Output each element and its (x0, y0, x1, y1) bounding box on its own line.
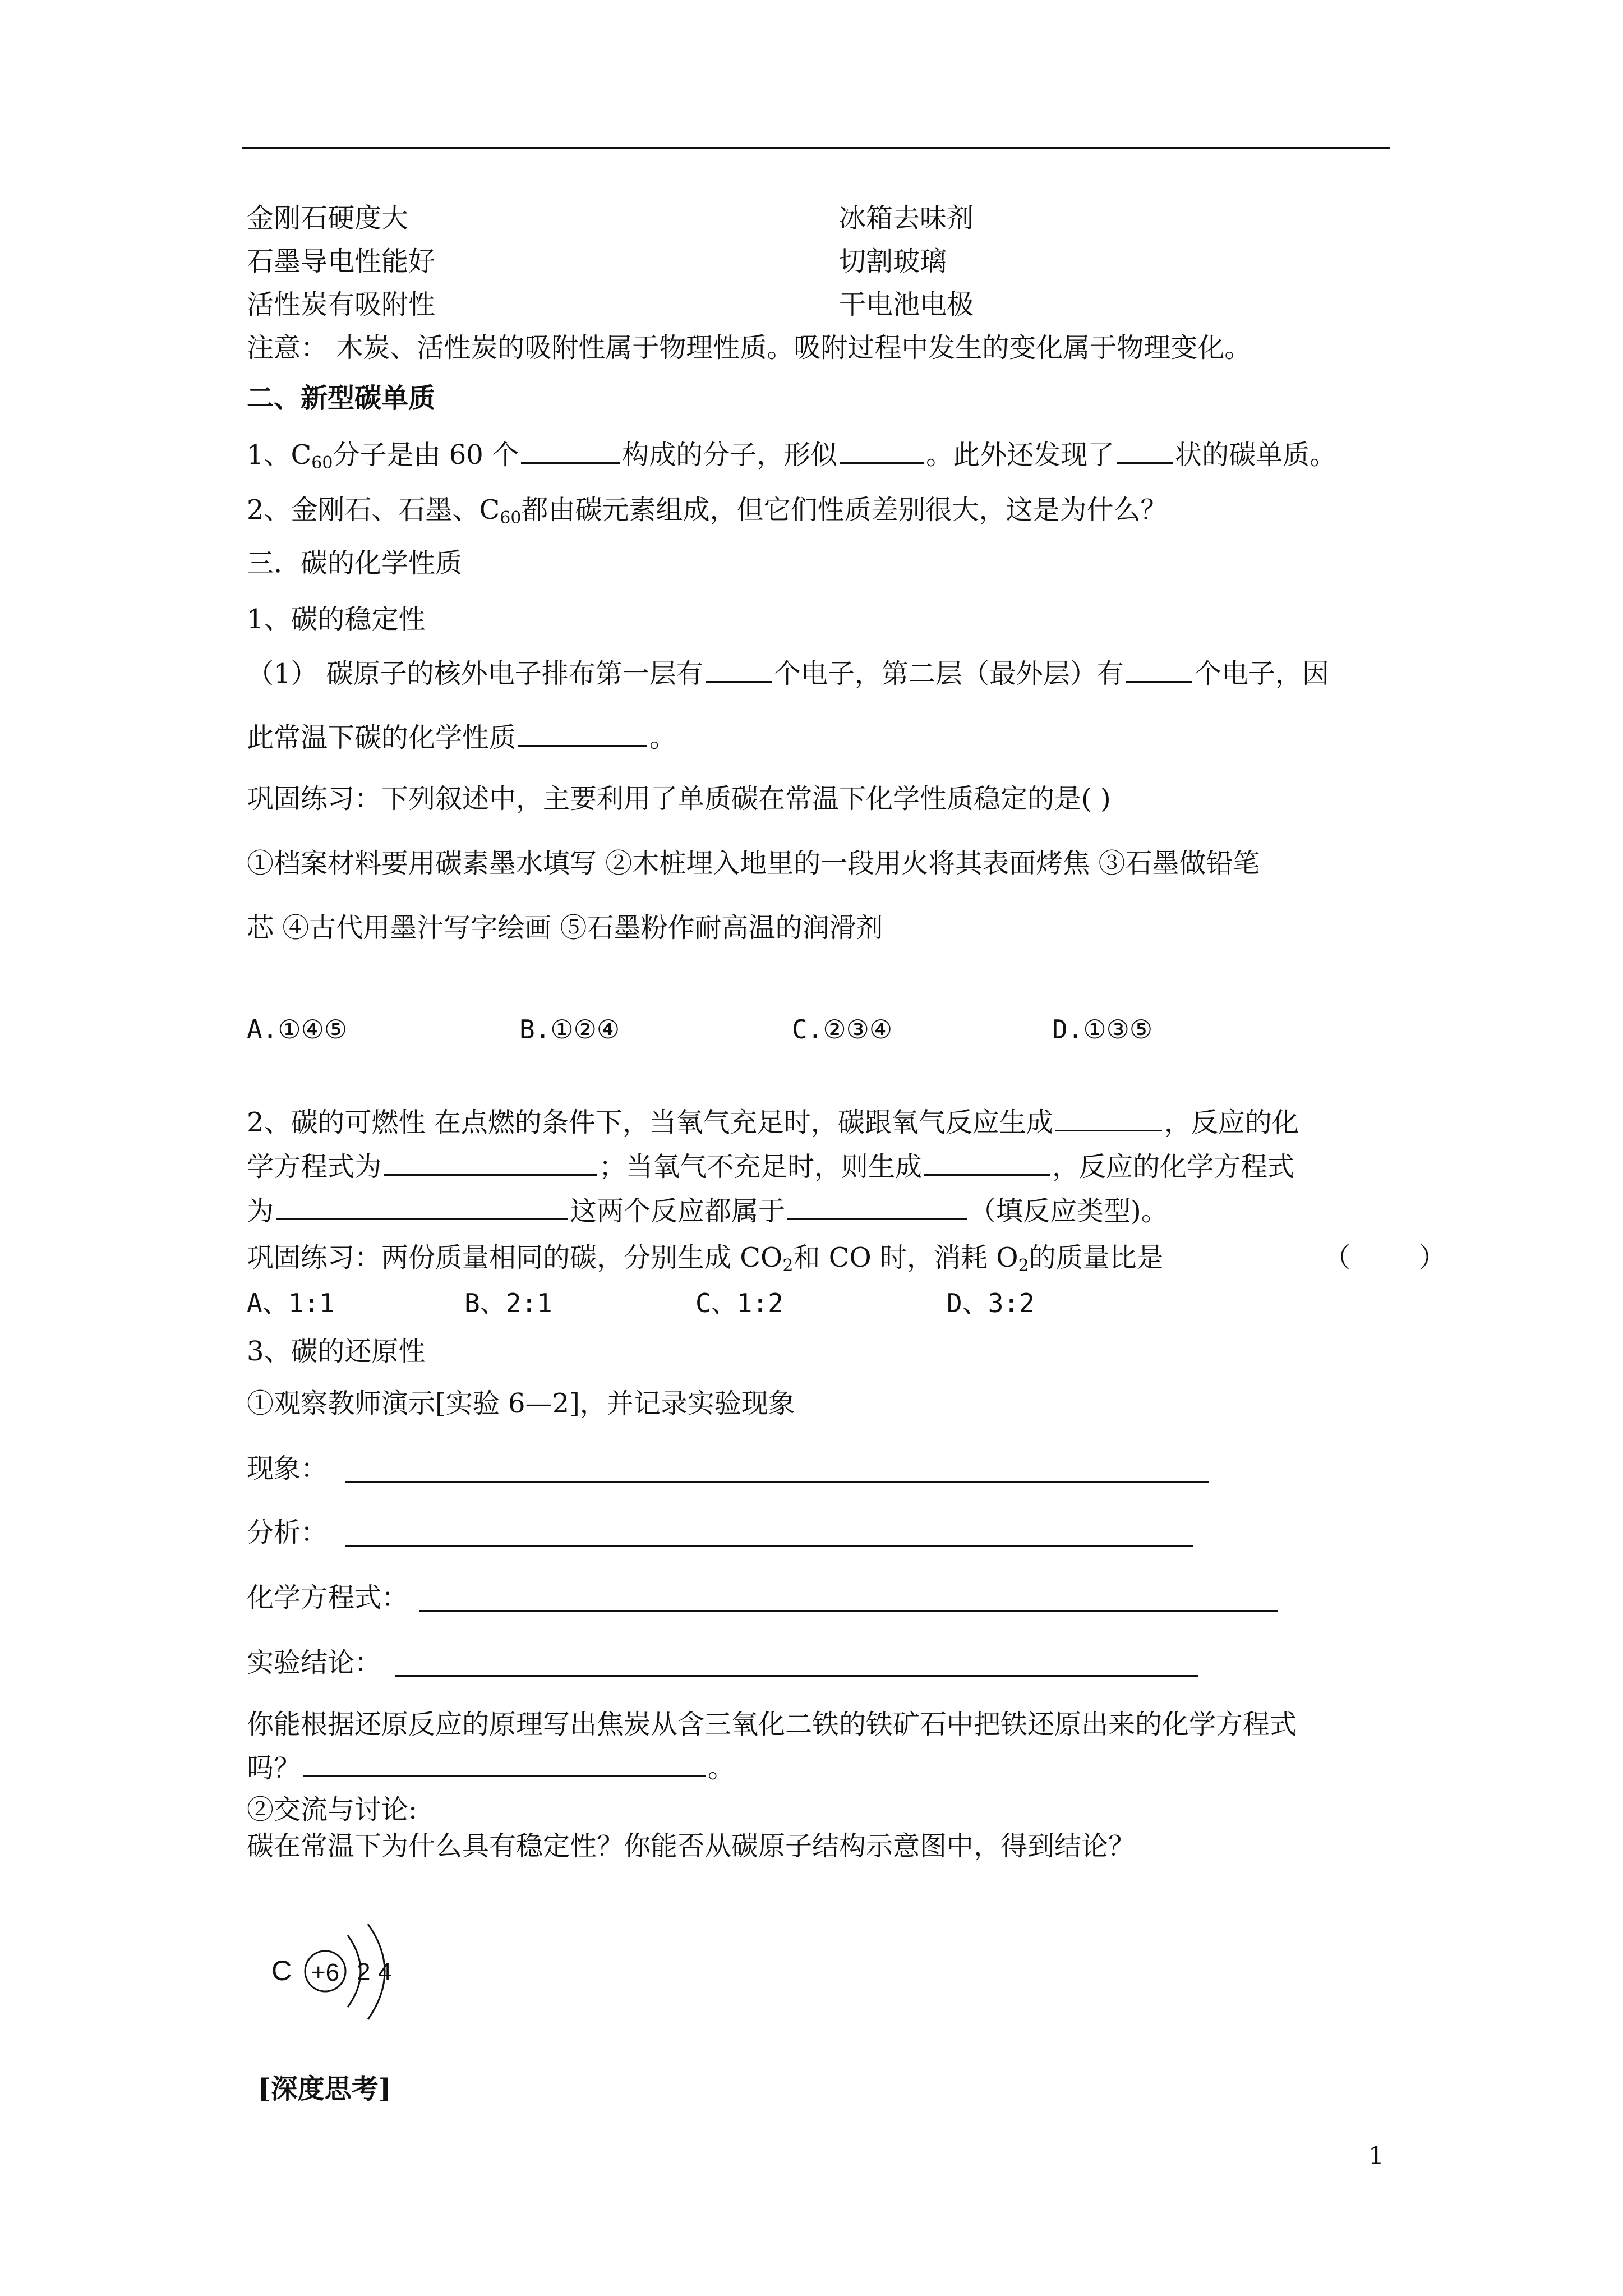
shell2-electrons: 4 (378, 1958, 392, 1986)
option-d[interactable]: D、3:2 (947, 1288, 1035, 1318)
analysis-answer-line[interactable] (345, 1545, 1193, 1547)
practice2-question: 巩固练习：两份质量相同的碳，分别生成 $CO_2$和 CO 时，消耗 $O_2$的质量比是 (247, 1242, 1164, 1276)
blank[interactable] (840, 441, 924, 464)
property-left-2: 石墨导电性能好 (247, 246, 436, 277)
practice1-items-1: ①档案材料要用碳素墨水填写 ②木桩埋入地里的一段用火将其表面烤焦 ③石墨做铅笔 (247, 848, 1260, 879)
practice1-items-2: 芯 ④古代用墨汁写字绘画 ⑤石墨粉作耐高温的润滑剂 (247, 912, 883, 944)
property-left-3: 活性炭有吸附性 (247, 289, 436, 320)
shell1-electrons: 2 (357, 1958, 371, 1986)
blank[interactable] (1126, 660, 1192, 683)
carbon-atom-diagram (269, 1913, 415, 2036)
option-c[interactable]: C.②③④ (792, 1014, 893, 1045)
practice2-paren-right: ） (1419, 1242, 1446, 1273)
blank[interactable] (1117, 441, 1173, 464)
conclusion-label: 实验结论： (247, 1647, 382, 1678)
property-right-1: 冰箱去味剂 (839, 203, 974, 234)
combustion-line-3: 为 这两个反应都属于 （填反应类型)。 (247, 1195, 1168, 1227)
option-d[interactable]: D.①③⑤ (1052, 1014, 1153, 1045)
iron-question-2: 吗？ 。 (247, 1752, 735, 1784)
phenomenon-label: 现象： (247, 1453, 328, 1484)
blank[interactable] (706, 660, 772, 683)
discussion-label: ②交流与讨论: (247, 1794, 418, 1825)
section3-title: 三．碳的化学性质 (247, 547, 463, 579)
equation-label: 化学方程式： (247, 1582, 409, 1613)
question-1: 1、$C_{60}$分子是由 60 个 构成的分子，形似 。此外还发现了 状的碳单质。 (247, 439, 1337, 473)
practice2-paren-left: （ (1324, 1242, 1351, 1273)
page-number: 1 (1368, 2142, 1384, 2170)
option-c[interactable]: C、1:2 (695, 1288, 783, 1318)
blank[interactable] (303, 1754, 706, 1777)
conclusion-answer-line[interactable] (395, 1675, 1198, 1677)
note: 注意： 木炭、活性炭的吸附性属于物理性质。吸附过程中发生的变化属于物理变化。 (247, 332, 1252, 364)
property-right-3: 干电池电极 (839, 289, 974, 320)
blank[interactable] (787, 1197, 967, 1220)
observe-instruction: ①观察教师演示[实验 6—2]，并记录实验现象 (247, 1388, 795, 1419)
blank[interactable] (518, 724, 647, 747)
iron-question-1: 你能根据还原反应的原理写出焦炭从含三氧化二铁的铁矿石中把铁还原出来的化学方程式 (247, 1709, 1297, 1740)
phenomenon-answer-line[interactable] (345, 1481, 1209, 1483)
section2-title: 二、新型碳单质 (247, 383, 436, 414)
option-b[interactable]: B、2:1 (464, 1288, 552, 1318)
reduction-title: 3、碳的还原性 (247, 1336, 426, 1367)
option-b[interactable]: B.①②④ (519, 1014, 620, 1045)
option-a[interactable]: A.①④⑤ (247, 1014, 348, 1045)
stability-q1-cont: 此常温下碳的化学性质 。 (247, 722, 677, 753)
option-a[interactable]: A、1:1 (247, 1288, 335, 1318)
property-right-2: 切割玻璃 (839, 246, 947, 277)
stability-title: 1、碳的稳定性 (247, 604, 426, 635)
blank[interactable] (384, 1153, 597, 1176)
practice1-question: 巩固练习：下列叙述中，主要利用了单质碳在常温下化学性质稳定的是( ) (247, 783, 1111, 815)
blank[interactable] (276, 1197, 568, 1220)
blank[interactable] (521, 441, 620, 464)
nucleus-charge: +6 (311, 1959, 340, 1986)
blank[interactable] (1055, 1108, 1162, 1131)
discussion-question: 碳在常温下为什么具有稳定性？你能否从碳原子结构示意图中，得到结论？ (247, 1830, 1136, 1862)
deep-think-heading: [深度思考] (258, 2073, 391, 2105)
question-2: 2、金刚石、石墨、$C_{60}$都由碳元素组成，但它们性质差别很大，这是为什么？ (247, 494, 1168, 528)
stability-q1: （1） 碳原子的核外电子排布第一层有 个电子，第二层（最外层）有 个电子，因 (247, 658, 1329, 689)
property-left-1: 金刚石硬度大 (247, 203, 409, 234)
equation-answer-line[interactable] (419, 1610, 1278, 1612)
combustion-line-2: 学方程式为 ；当氧气不充足时，则生成 ，反应的化学方程式 (247, 1151, 1295, 1182)
analysis-label: 分析： (247, 1517, 328, 1548)
blank[interactable] (924, 1153, 1050, 1176)
atom-symbol: C (271, 1955, 292, 1986)
combustion-line-1: 2、碳的可燃性 在点燃的条件下，当氧气充足时，碳跟氧气反应生成 ，反应的化 (247, 1107, 1299, 1138)
header-rule (242, 147, 1390, 149)
